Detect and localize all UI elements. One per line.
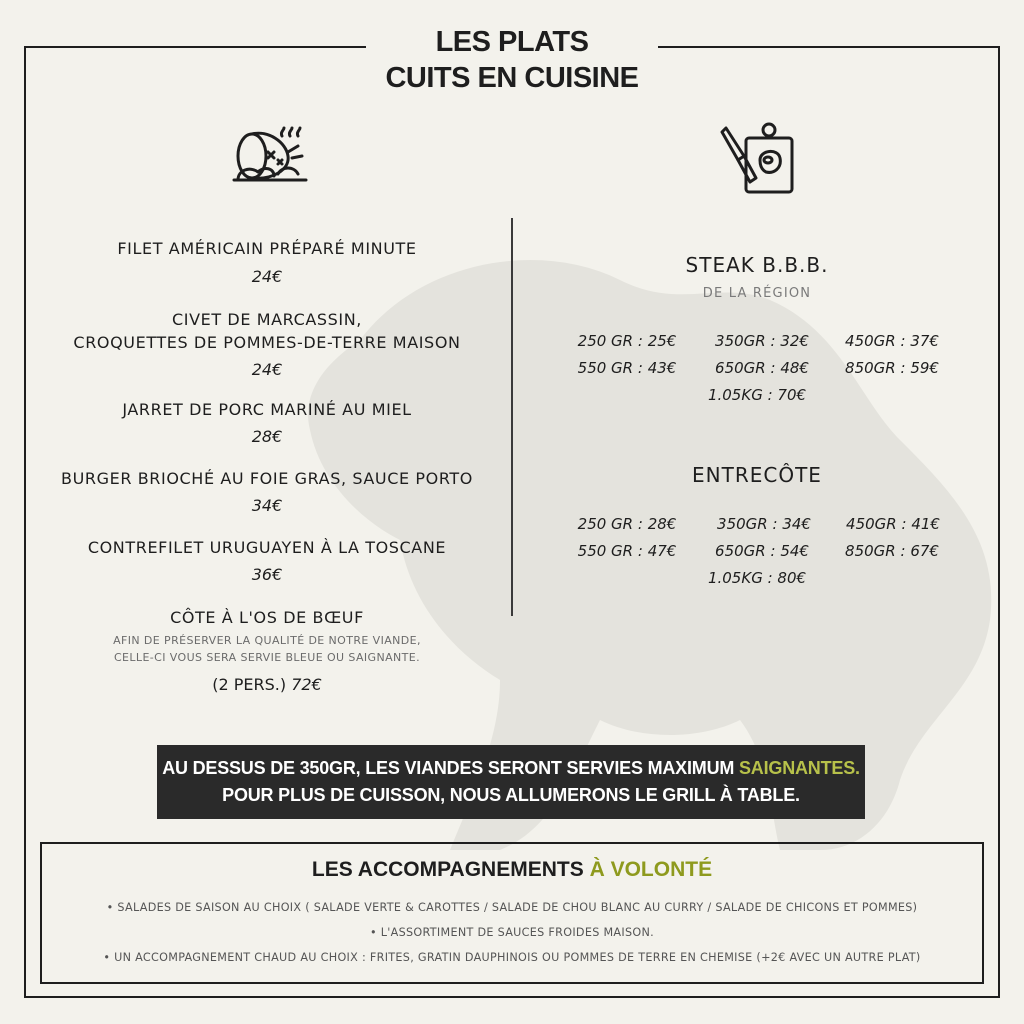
banner-line2: POUR PLUS DE CUISSON, NOUS ALLUMERONS LE GRILL À TABLE. — [222, 785, 800, 805]
dish-price-line — [40, 673, 494, 697]
page-title-line1: LES PLATS — [435, 26, 589, 58]
dish-price: 28€ — [251, 427, 283, 446]
steak-weight-price: 350GR : 32€ — [715, 332, 809, 350]
dish-price: 72€ — [291, 675, 322, 694]
dish-price: 36€ — [251, 565, 283, 584]
dish-name: CIVET DE MARCASSIN, — [172, 310, 362, 329]
banner-highlight: SAIGNANTES. — [738, 758, 860, 778]
ham-roast-icon — [228, 122, 312, 192]
entrecote-weight-price: 650GR : 54€ — [715, 542, 809, 560]
entrecote-weight-price: 250 GR : 28€ — [577, 515, 677, 533]
entrecote-title: ENTRECÔTE — [692, 463, 822, 487]
accompaniment-item: • UN ACCOMPAGNEMENT CHAUD AU CHOIX : FRITES, GRATIN DAUPHINOIS OU POMMES DE TERRE EN CHEMISE (+2€ AVEC UN AUTRE PLAT) — [103, 951, 921, 964]
accompaniment-item: • SALADES DE SAISON AU CHOIX ( SALADE VERTE & CAROTTES / SALADE DE CHOU BLANC AU CURRY / SALADE DE CHICONS ET POMMES) — [106, 901, 918, 914]
dish-name: FILET AMÉRICAIN PRÉPARÉ MINUTE — [117, 239, 417, 258]
dish-name: CONTREFILET URUGUAYEN À LA TOSCANE — [87, 538, 447, 557]
entrecote-weight-price: 1.05KG : 80€ — [707, 569, 807, 587]
accompaniments-title-highlight: À VOLONTÉ — [589, 858, 713, 881]
entrecote-weight-price: 550 GR : 47€ — [577, 542, 677, 560]
steak-weight-price: 250 GR : 25€ — [577, 332, 677, 350]
dish-name: CROQUETTES DE POMMES-DE-TERRE MAISON — [73, 333, 461, 352]
accompaniments-title-text: LES ACCOMPAGNEMENTS — [311, 858, 590, 881]
accompaniments-title — [40, 858, 984, 882]
page-title-line2: CUITS EN CUISINE — [385, 62, 639, 94]
column-divider — [511, 218, 513, 616]
steak-subtitle: DE LA RÉGION — [702, 286, 812, 301]
steak-weight-price: 1.05KG : 70€ — [707, 386, 807, 404]
steak-title: STEAK B.B.B. — [685, 253, 829, 277]
entrecote-weight-price: 350GR : 34€ — [717, 515, 811, 533]
dish-note: CELLE-CI VOUS SERA SERVIE BLEUE OU SAIGNANTE. — [113, 651, 421, 664]
dish-name: CÔTE À L'OS DE BŒUF — [170, 608, 364, 627]
dish-pers: (2 PERS.) — [212, 675, 287, 694]
knife-steak-board-icon — [716, 120, 800, 194]
cooking-notice-banner — [157, 745, 865, 819]
steak-weight-price: 650GR : 48€ — [715, 359, 809, 377]
steak-weight-price: 550 GR : 43€ — [577, 359, 677, 377]
dish-note: AFIN DE PRÉSERVER LA QUALITÉ DE NOTRE VIANDE, — [113, 634, 421, 647]
entrecote-weight-price: 450GR : 41€ — [846, 515, 940, 533]
dish-price: 24€ — [251, 267, 283, 286]
dish-name: JARRET DE PORC MARINÉ AU MIEL — [122, 400, 412, 419]
dish-name: BURGER BRIOCHÉ AU FOIE GRAS, SAUCE PORTO — [61, 469, 473, 488]
banner-line1 — [157, 755, 865, 782]
page-title — [366, 24, 658, 96]
dish-price: 24€ — [251, 360, 283, 379]
accompaniment-item: • L'ASSORTIMENT DE SAUCES FROIDES MAISON. — [369, 926, 655, 939]
dish-price: 34€ — [251, 496, 283, 515]
entrecote-weight-price: 850GR : 67€ — [845, 542, 939, 560]
steak-weight-price: 850GR : 59€ — [845, 359, 939, 377]
steak-weight-price: 450GR : 37€ — [845, 332, 939, 350]
banner-line1-text: AU DESSUS DE 350GR, LES VIANDES SERONT SERVIES MAXIMUM — [162, 758, 739, 778]
